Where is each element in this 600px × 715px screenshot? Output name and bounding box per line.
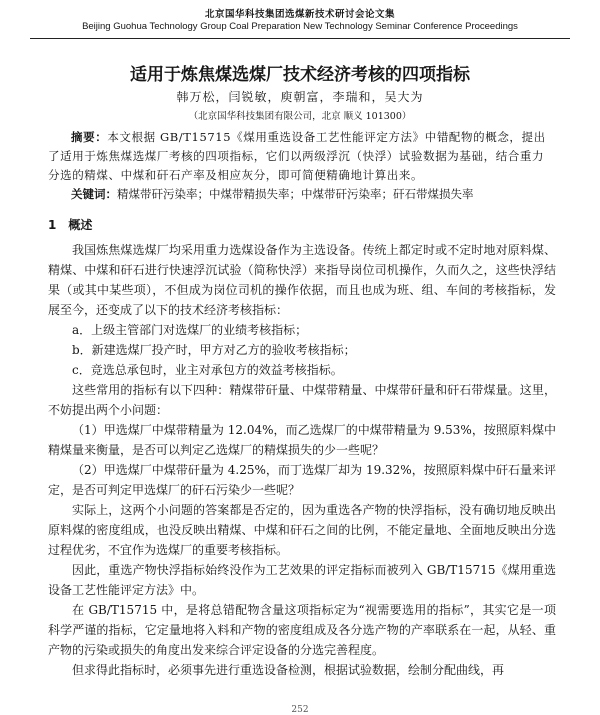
paragraph: 在 GB/T15715 中，是将总错配物含量这项指标定为“视需要选用的指标”，其实它是一项科学严谨的指标，它定量地将入料和产物的密度组成及各分选产物的产率联系在一起，从轻、重产物的污染或损失的角度出发来综合评定设备的分选完善程度。 [48, 603, 556, 657]
section-title: 概述 [68, 218, 93, 232]
body-text [48, 240, 556, 680]
keywords-text: 精煤带矸污染率；中煤带精损失率；中煤带矸污染率；矸石带煤损失率 [117, 187, 474, 201]
page-number: 252 [291, 705, 309, 715]
list-item: a．上级主管部门对选煤厂的业绩考核指标； [72, 323, 308, 337]
section-heading [48, 216, 92, 233]
keywords [48, 185, 554, 204]
abstract-text: 本文根据 GB/T15715《煤用重选设备工艺性能评定方法》中错配物的概念，提出了适用于炼焦煤选煤厂考核的四项指标，它们以两级浮沉（快浮）试验数据为基础，结合重力分选的精煤、中煤和矸石产率及相应灰分，即可简便精确地计算出来。 [48, 130, 546, 182]
paragraph: 因此，重选产物快浮指标始终没作为工艺效果的评定指标而被列入 GB/T15715《煤用重选设备工艺性能评定方法》中。 [48, 563, 556, 597]
paper-title: 适用于炼焦煤选煤厂技术经济考核的四项指标 [130, 65, 470, 85]
paragraph: 但求得此指标时，必须事先进行重选设备检测，根据试验数据，绘制分配曲线，再 [72, 663, 505, 677]
keywords-label: 关键词： [71, 187, 117, 201]
running-header-chinese: 北京国华科技集团选煤新技术研讨会论文集 [204, 9, 395, 20]
abstract-label: 摘要： [71, 130, 108, 144]
list-item: b．新建选煤厂投产时，甲方对乙方的验收考核指标； [72, 343, 356, 357]
paragraph: 这些常用的指标有以下四种：精煤带矸量、中煤带精量、中煤带矸量和矸石带煤量。这里，不妨提出两个小问题： [48, 383, 556, 417]
list-item: c．竞选总承包时，业主对承包方的效益考核指标。 [72, 363, 343, 377]
running-header-english: Beijing Guohua Technology Group Coal Preparation New Technology Seminar Conference Proceedings [82, 21, 518, 32]
section-number: 1 [48, 218, 57, 232]
header-rule [30, 38, 570, 39]
paragraph: 我国炼焦煤选煤厂均采用重力选煤设备作为主选设备。传统上都定时或不定时地对原料煤、精煤、中煤和矸石进行快速浮沉试验（简称快浮）来指导岗位司机操作，久而久之，这些快浮结果（或其中某些项），不但成为岗位司机的操作依据，而且也成为班、组、车间的考核指标，发展至今，还变成了以下的技术经济考核指标： [48, 243, 556, 317]
question-2: （2）甲选煤厂中煤带矸量为 4.25%，而丁选煤厂却为 19.32%，按照原料煤中矸石量来评定，是否可判定甲选煤厂的矸石污染少一些呢？ [48, 463, 556, 497]
affiliation: （北京国华科技集团有限公司，北京 顺义 101300） [188, 111, 412, 122]
abstract [48, 128, 554, 185]
author-list: 韩万松，闫锐敏，庾朝富，李瑞和，吴大为 [176, 90, 424, 104]
question-1: （1）甲选煤厂中煤带精量为 12.04%，而乙选煤厂的中煤带精量为 9.53%，按照原料煤中精煤量来衡量，是否可以判定乙选煤厂的精煤损失的少一些呢？ [48, 423, 556, 457]
paragraph: 实际上，这两个小问题的答案都是否定的，因为重选各产物的快浮指标，没有确切地反映出原料煤的密度组成，也没反映出精煤、中煤和矸石之间的比例，不能定量地、全面地反映出分选过程优劣，不宜作为选煤厂的重要考核指标。 [48, 503, 556, 557]
